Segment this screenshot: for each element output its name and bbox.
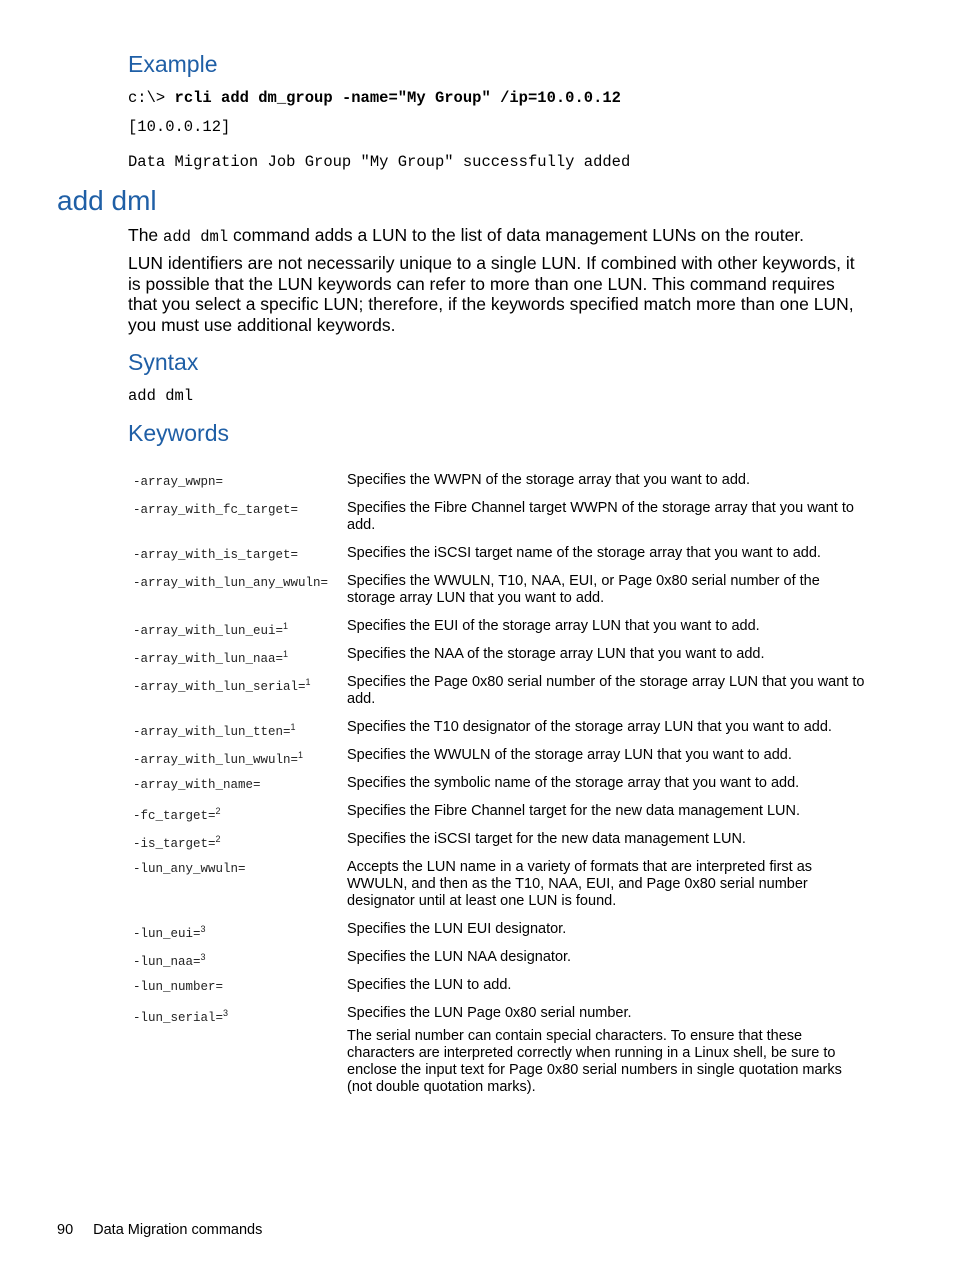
- keyword-name: -array_with_lun_naa=$^1$: [133, 649, 289, 667]
- page-footer: [57, 1222, 262, 1238]
- description-paragraph: LUN identifiers are not necessarily unique to a single LUN. If combined with other keywords, it is possible that the LUN keywords can refer to more than one LUN. This command requires that you select a specific LUN; therefore, if the keywords specified match more than one LUN, you must use additional keywords.: [128, 253, 855, 335]
- syntax-heading: Syntax: [128, 349, 199, 375]
- keyword-name: -array_with_lun_tten=$^1$: [133, 722, 296, 740]
- keyword-description: Specifies the Fibre Channel target WWPN of the storage array that you want to add.: [347, 500, 854, 533]
- footnote-marker: 1: [290, 722, 296, 732]
- keyword-row: [128, 644, 868, 672]
- keyword-name: -fc_target=$^2$: [133, 806, 221, 824]
- keyword-name: -lun_any_wwuln=: [133, 862, 246, 876]
- keyword-name: -array_with_lun_any_wwuln=: [133, 576, 329, 590]
- footnote-marker: 1: [283, 621, 289, 631]
- keyword-row: [128, 470, 868, 498]
- section-title: add dml: [57, 185, 157, 216]
- footnote-marker: 1: [305, 677, 311, 687]
- keyword-description: Specifies the LUN NAA designator.: [347, 949, 572, 965]
- keyword-row: [128, 672, 868, 717]
- example-output-ip: [10.0.0.12]: [128, 118, 231, 136]
- inline-code: add dml: [163, 228, 229, 246]
- keywords-heading: Keywords: [128, 420, 229, 446]
- keyword-name: -lun_number=: [133, 980, 224, 994]
- example-heading: Example: [128, 51, 218, 77]
- keyword-name: -array_with_name=: [133, 778, 261, 792]
- keyword-description: Specifies the EUI of the storage array LUN that you want to add.: [347, 618, 760, 634]
- keyword-row: [128, 773, 868, 801]
- keyword-row: [128, 543, 868, 571]
- keyword-description: Accepts the LUN name in a variety of formats that are interpreted first as WWULN, and then as the T10, NAA, EUI, and Page 0x80 serial number designator until at least one LUN is found.: [347, 859, 813, 909]
- keyword-description: Specifies the iSCSI target for the new data management LUN.: [347, 831, 746, 847]
- intro-paragraph: The add dml command adds a LUN to the list of data management LUNs on the router.: [128, 225, 805, 246]
- footnote-marker: 1: [283, 649, 289, 659]
- keyword-name: -lun_eui=$^3$: [133, 924, 206, 942]
- keyword-name: -lun_serial=$^3$: [133, 1008, 229, 1026]
- keyword-name: -array_with_is_target=: [133, 548, 299, 562]
- keyword-row: [128, 745, 868, 773]
- footnote-marker: 3: [200, 924, 206, 934]
- keyword-row: [128, 919, 868, 947]
- keyword-description: Specifies the WWULN, T10, NAA, EUI, or Page 0x80 serial number of the storage array LUN that you want to add.: [347, 573, 820, 606]
- keyword-row: [128, 975, 868, 1003]
- page-number: 90: [57, 1222, 74, 1238]
- keyword-note: The serial number can contain special characters. To ensure that these characters are interpreted correctly when running in a Linux shell, be sure to enclose the input text for Page 0x80 serial numbers in single quotation marks (not double quotation marks).: [347, 1028, 842, 1095]
- keyword-description: Specifies the WWPN of the storage array that you want to add.: [347, 472, 750, 488]
- keyword-description: Specifies the T10 designator of the storage array LUN that you want to add.: [347, 719, 832, 735]
- footnote-marker: 1: [298, 750, 304, 760]
- keyword-name: -is_target=$^2$: [133, 834, 221, 852]
- footnote-marker: 3: [200, 952, 206, 962]
- keyword-name: -array_with_fc_target=: [133, 503, 299, 517]
- keyword-row: [128, 801, 868, 829]
- syntax-code: add dml: [128, 387, 194, 405]
- footnote-marker: 2: [215, 834, 221, 844]
- command-prompt: c:\>: [128, 89, 175, 107]
- footnote-marker: 3: [223, 1008, 229, 1018]
- keyword-row: [128, 717, 868, 745]
- keyword-row: [128, 571, 868, 616]
- keywords-table: [128, 470, 868, 1105]
- command-text: rcli add dm_group -name="My Group" /ip=10.0.0.12: [174, 89, 621, 107]
- keyword-name: -array_with_lun_eui=$^1$: [133, 621, 289, 639]
- keyword-name: -array_with_lun_wwuln=$^1$: [133, 750, 304, 768]
- keyword-row: [128, 498, 868, 543]
- example-command-line: [128, 89, 621, 107]
- keyword-description: Specifies the WWULN of the storage array LUN that you want to add.: [347, 747, 792, 763]
- keyword-row: [128, 857, 868, 919]
- example-output-message: Data Migration Job Group "My Group" successfully added: [128, 153, 631, 171]
- keyword-name: -array_with_lun_serial=$^1$: [133, 677, 311, 695]
- keyword-description: Specifies the symbolic name of the storage array that you want to add.: [347, 775, 800, 791]
- keyword-description: Specifies the LUN to add.: [347, 977, 512, 993]
- keyword-name: -lun_naa=$^3$: [133, 952, 206, 970]
- keyword-description: Specifies the iSCSI target name of the storage array that you want to add.: [347, 545, 821, 561]
- keyword-description: Specifies the LUN Page 0x80 serial number. The serial number can contain special characters. To ensure that these characters are interpreted correctly when running in a Linux shell, be sure to enclose the input text for Page 0x80 serial numbers in single quotation marks (not double quotation marks).: [347, 1003, 868, 1105]
- keyword-name: -array_wwpn=: [133, 475, 224, 489]
- keyword-row: [128, 947, 868, 975]
- footer-section-name: Data Migration commands: [93, 1222, 263, 1238]
- keyword-row: [128, 616, 868, 644]
- keyword-description: Specifies the Page 0x80 serial number of the storage array LUN that you want to add.: [347, 674, 865, 707]
- footnote-marker: 2: [215, 806, 221, 816]
- keyword-row: [128, 1003, 868, 1105]
- keyword-description: Specifies the LUN EUI designator.: [347, 921, 567, 937]
- keyword-description: Specifies the Fibre Channel target for the new data management LUN.: [347, 803, 800, 819]
- keyword-description: Specifies the NAA of the storage array LUN that you want to add.: [347, 646, 765, 662]
- keyword-row: [128, 829, 868, 857]
